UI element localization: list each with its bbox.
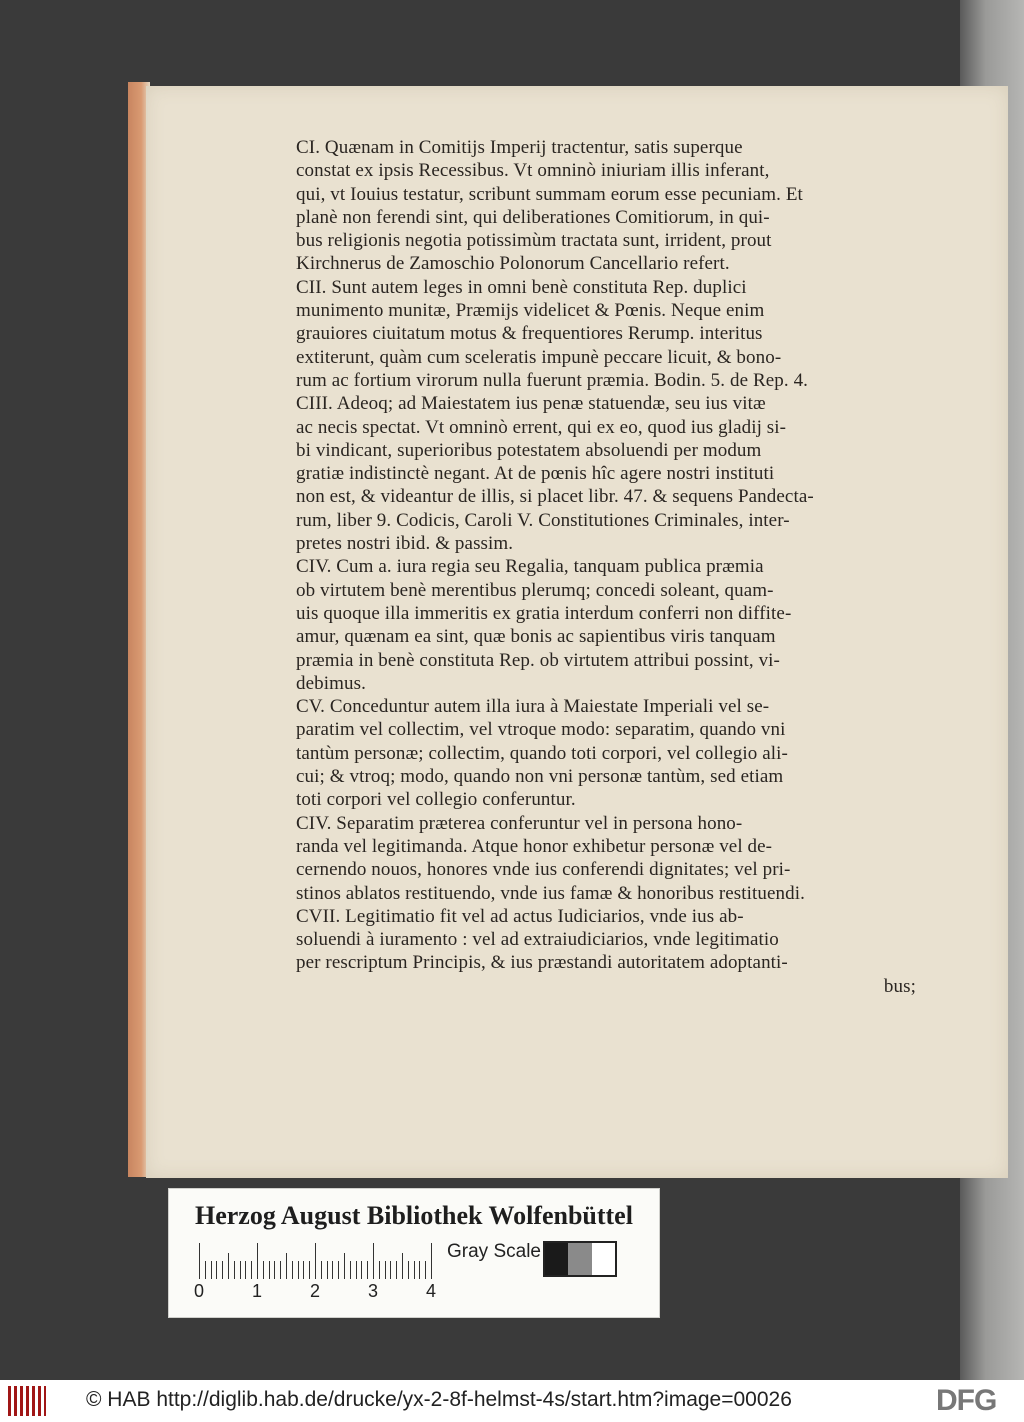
text-line: CIII. Adeoq; ad Maiestatem ius penæ statuendæ, seu ius vitæ [296, 393, 766, 415]
text-line: tantùm personæ; collectim, quando toti corpori, vel collegio ali- [296, 742, 788, 764]
text-line: soluendi à iuramento : vel ad extraiudiciarios, vnde legitimatio [296, 929, 779, 951]
ruler-tick [373, 1243, 374, 1279]
text-line: uis quoque illa immeritis ex gratia interdum conferri non diffite- [296, 602, 792, 624]
text-line: planè non ferendi sint, qui deliberationes Comitiorum, in qui- [296, 206, 770, 228]
ruler-tick [327, 1261, 328, 1279]
ruler-tick [245, 1261, 246, 1279]
ruler-tick [379, 1261, 380, 1279]
text-line: qui, vt Iouius testatur, scribunt summam eorum esse pecuniam. Et [296, 183, 803, 205]
ruler-tick [286, 1253, 287, 1279]
ruler-number: 0 [194, 1281, 205, 1301]
text-line: CI. Quænam in Comitijs Imperij tractentur, satis superque [296, 137, 743, 158]
ruler-number: 4 [426, 1281, 437, 1301]
ruler-tick [350, 1261, 351, 1279]
ruler-number: 3 [368, 1281, 379, 1301]
text-line: CIV. Cum a. iura regia seu Regalia, tanquam publica præmia [296, 556, 764, 578]
ruler-tick [292, 1261, 293, 1279]
dfg-logo: DFG [936, 1384, 997, 1417]
hab-logo-icon [8, 1386, 46, 1416]
text-line: cui; & vtroq; modo, quando non vni personæ tantùm, sed etiam [296, 766, 784, 788]
ruler-tick [269, 1261, 270, 1279]
ruler-tick [402, 1253, 403, 1279]
text-line: præmia in benè constituta Rep. ob virtutem attribui possint, vi- [296, 649, 780, 671]
ruler-tick [274, 1261, 275, 1279]
ruler-tick [315, 1243, 316, 1279]
ruler-tick [303, 1261, 304, 1279]
text-line: extiterunt, quàm cum sceleratis impunè peccare licuit, & bono- [296, 346, 782, 368]
text-line: CV. Conceduntur autem illa iura à Maiestate Imperiali vel se- [296, 696, 770, 718]
ruler-tick [419, 1261, 420, 1279]
ruler-tick [408, 1261, 409, 1279]
ruler [199, 1241, 439, 1279]
text-line: bus religionis negotia potissimùm tractata sunt, irrident, prout [296, 230, 772, 252]
text-line: CVII. Legitimatio fit vel ad actus Iudiciarios, vnde ius ab- [296, 905, 744, 927]
ruler-tick [240, 1261, 241, 1279]
ruler-tick [338, 1261, 339, 1279]
gray-swatch [568, 1243, 591, 1275]
text-line: rum, liber 9. Codicis, Caroli V. Constitutiones Criminales, inter- [296, 509, 790, 531]
ruler-number: 2 [310, 1281, 321, 1301]
text-line: constat ex ipsis Recessibus. Vt omninò iniuriam illis inferant, [296, 160, 770, 182]
text-line: amur, quænam ea sint, quæ bonis ac sapientibus viris tanquam [296, 626, 776, 648]
text-line: stinos ablatos restituendo, vnde ius famæ & honoribus restituendi. [296, 882, 805, 904]
ruler-tick [280, 1261, 281, 1279]
gray-scale-swatch [543, 1241, 617, 1277]
text-line: cernendo nouos, honores vnde ius conferendi dignitates; vel pri- [296, 859, 791, 881]
text-line: non est, & videantur de illis, si placet libr. 47. & sequens Pandecta- [296, 486, 814, 508]
text-line: munimento munitæ, Præmijs videlicet & Pœnis. Neque enim [296, 300, 765, 322]
text-line: randa vel legitimanda. Atque honor exhibetur personæ vel de- [296, 835, 773, 857]
ruler-tick [216, 1261, 217, 1279]
ruler-tick [309, 1261, 310, 1279]
gray-swatch [592, 1243, 615, 1275]
ruler-tick [396, 1261, 397, 1279]
text-line: CIV. Separatim præterea conferuntur vel in persona hono- [296, 812, 743, 834]
ruler-tick [263, 1261, 264, 1279]
ruler-tick [222, 1261, 223, 1279]
text-line: ac necis spectat. Vt omninò errent, qui ex eo, quod ius gladij si- [296, 416, 787, 438]
text-line: toti corpori vel collegio conferuntur. [296, 789, 576, 811]
ruler-tick [425, 1261, 426, 1279]
ruler-tick [211, 1261, 212, 1279]
footer-bar [0, 1380, 1024, 1422]
ruler-tick [257, 1243, 258, 1279]
text-line: paratim vel collectim, vel vtroque modo: separatim, quando vni [296, 719, 786, 741]
gray-swatch [545, 1243, 568, 1275]
ruler-tick [199, 1243, 200, 1279]
text-line: CII. Sunt autem leges in omni benè constituta Rep. duplici [296, 276, 747, 298]
ruler-tick [298, 1261, 299, 1279]
ruler-tick [431, 1243, 432, 1279]
ruler-tick [234, 1261, 235, 1279]
text-line: rum ac fortium virorum nulla fuerunt præmia. Bodin. 5. de Rep. 4. [296, 369, 809, 391]
text-line: bi vindicant, superioribus potestatem absoluendi per modum [296, 439, 762, 461]
library-label-card [168, 1188, 660, 1318]
ruler-tick [385, 1261, 386, 1279]
catchword: bus; [883, 975, 916, 997]
text-line: Kirchnerus de Zamoschio Polonorum Cancellario refert. [296, 253, 730, 275]
page-text [296, 136, 916, 998]
ruler-tick [332, 1261, 333, 1279]
ruler-tick [205, 1261, 206, 1279]
text-line: ob virtutem benè merentibus plerumq; concedi soleant, quam- [296, 579, 774, 601]
text-line: debimus. [296, 672, 366, 694]
ruler-tick [344, 1253, 345, 1279]
footer-copyright: © HAB http://diglib.hab.de/drucke/yx-2-8f-helmst-4s/start.htm?image=00026 [86, 1388, 792, 1411]
text-line: gratiæ indistinctè negant. At de pœnis hîc agere nostri instituti [296, 463, 775, 485]
library-name: Herzog August Bibliothek Wolfenbüttel [195, 1201, 633, 1230]
ruler-tick [390, 1261, 391, 1279]
ruler-tick [414, 1261, 415, 1279]
text-line: pretes nostri ibid. & passim. [296, 533, 514, 555]
ruler-tick [367, 1261, 368, 1279]
ruler-number: 1 [252, 1281, 263, 1301]
ruler-tick [228, 1253, 229, 1279]
text-line: grauiores ciuitatum motus & frequentiores Rerump. interitus [296, 323, 763, 345]
ruler-tick [251, 1261, 252, 1279]
ruler-tick [361, 1261, 362, 1279]
ruler-tick [356, 1261, 357, 1279]
ruler-tick [321, 1261, 322, 1279]
text-line: per rescriptum Principis, & ius præstandi autoritatem adoptanti- [296, 952, 788, 974]
gray-scale-label: Gray Scale [447, 1241, 541, 1262]
